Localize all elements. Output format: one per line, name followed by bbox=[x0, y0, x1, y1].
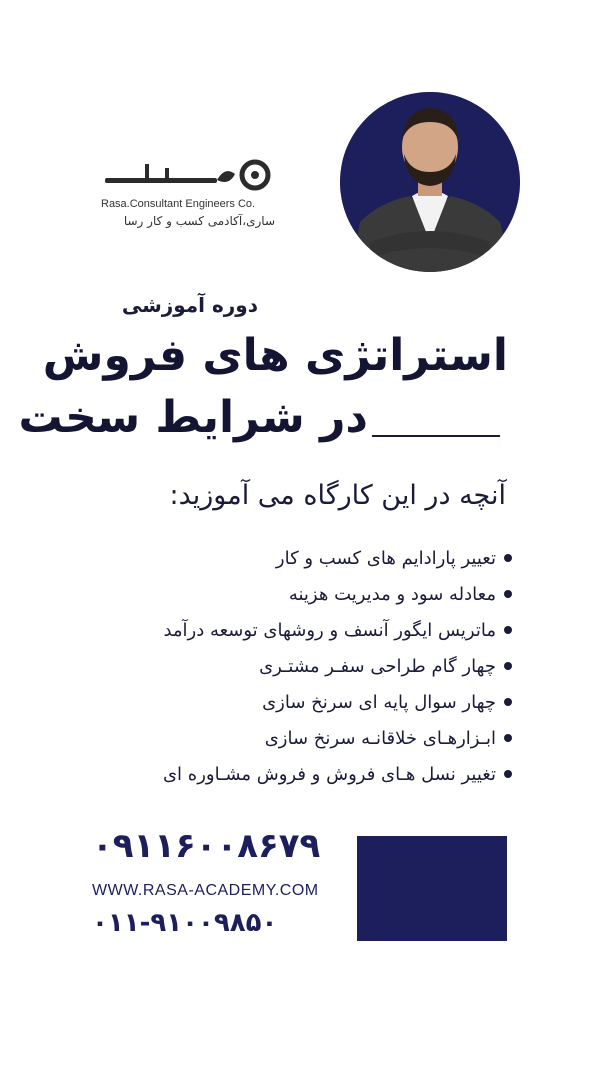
presenter-photo-icon bbox=[340, 92, 520, 272]
course-title-line2: در شرایط سخت bbox=[18, 392, 368, 443]
list-item: تعییر پارادایم های کسب و کار bbox=[72, 540, 512, 576]
bullet-icon bbox=[504, 698, 512, 706]
list-item: ماتریس ایگور آنسف و روشهای توسعه درآمد bbox=[72, 612, 512, 648]
list-item: چهار سوال پایه ای سرنخ سازی bbox=[72, 684, 512, 720]
bullet-icon bbox=[504, 554, 512, 562]
bullet-icon bbox=[504, 770, 512, 778]
learning-points-list bbox=[72, 540, 512, 792]
academy-name-fa: ساری،آکادمی کسب و کار رسا bbox=[123, 214, 275, 228]
rasa-logo-icon bbox=[105, 158, 275, 192]
list-item: تغییر نسل هـای فروش و فروش مشـاوره ای bbox=[72, 756, 512, 792]
bullet-icon bbox=[504, 734, 512, 742]
company-name-en: Rasa.Consultant Engineers Co. bbox=[101, 198, 256, 210]
course-title-line1: استراتژی های فروش bbox=[42, 330, 508, 381]
bullet-icon bbox=[504, 626, 512, 634]
website-link[interactable]: WWW.RASA-ACADEMY.COM bbox=[92, 882, 319, 899]
qr-code-icon bbox=[357, 836, 507, 941]
landline-number[interactable]: ۰۱۱-۹۱۰۰۹۸۵۰ bbox=[92, 908, 278, 938]
course-subtitle: دوره آموزشی bbox=[121, 293, 258, 317]
mobile-number[interactable]: ۰۹۱۱۶۰۰۸۶۷۹ bbox=[92, 826, 321, 866]
title-underline bbox=[372, 435, 500, 437]
list-item: ابـزارهـای خلاقانـه سرنخ سازی bbox=[72, 720, 512, 756]
list-item: معادله سود و مدیریت هزینه bbox=[72, 576, 512, 612]
bullet-icon bbox=[504, 662, 512, 670]
learn-heading: آنچه در این کارگاه می آموزید: bbox=[169, 480, 506, 511]
brand-logo bbox=[95, 152, 295, 242]
bullet-icon bbox=[504, 590, 512, 598]
list-item: چهار گام طراحی سفـر مشتـری bbox=[72, 648, 512, 684]
presenter-portrait bbox=[340, 92, 520, 272]
